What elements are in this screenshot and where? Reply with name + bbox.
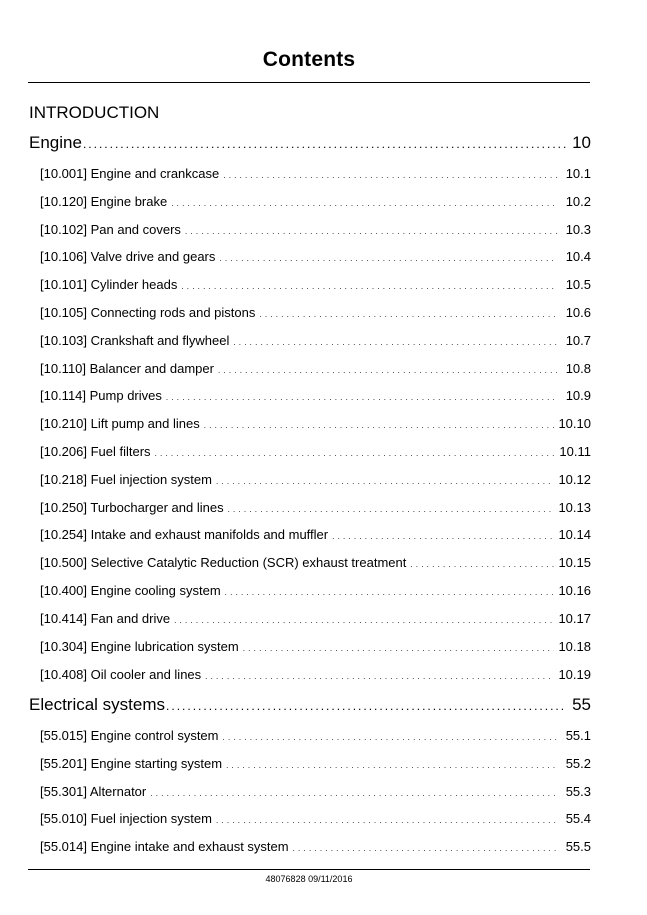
entry-label: [55.010] Fuel injection system [40,811,212,826]
entry-label: [10.102] Pan and covers [40,222,181,237]
entry-page: 55.4 [565,811,591,826]
entry-label: [10.400] Engine cooling system [40,583,221,598]
footer-doc-id: 48076828 09/11/2016 [265,874,353,884]
entry-page: 55.5 [565,839,591,854]
entry-page: 10.17 [558,611,591,626]
entry-page: 10.13 [558,500,591,515]
leader-dots [233,333,557,348]
leader-dots [219,249,557,264]
toc-entry[interactable] [40,728,591,743]
bottom-divider [28,869,590,870]
leader-dots [185,222,557,237]
entry-label: [55.014] Engine intake and exhaust system [40,839,289,854]
toc-entry[interactable] [40,639,591,654]
leader-dots [150,784,557,799]
leader-dots [171,194,557,209]
toc-entry[interactable] [40,361,591,376]
toc-entry[interactable] [40,333,591,348]
toc-entry[interactable] [40,388,591,403]
toc-entry[interactable] [40,222,591,237]
leader-dots [216,472,554,487]
entry-page: 10.16 [558,583,591,598]
entry-label: [10.106] Valve drive and gears [40,249,216,264]
entry-label: [10.500] Selective Catalytic Reduction (SCR) exhaust treatment [40,555,407,570]
entry-label: [10.103] Crankshaft and flywheel [40,333,230,348]
toc-entry[interactable] [40,611,591,626]
entry-page: 10.18 [558,639,591,654]
leader-dots [293,839,557,854]
toc-section-electrical-systems[interactable] [29,695,591,715]
leader-dots [228,500,555,515]
entry-label: [10.114] Pump drives [40,388,162,403]
leader-dots [204,416,555,431]
entry-page: 10.2 [565,194,591,209]
leader-dots [410,555,554,570]
leader-dots [83,133,566,153]
toc-entry[interactable] [40,166,591,181]
section-title: Engine [29,133,82,152]
entry-label: [10.218] Fuel injection system [40,472,212,487]
entry-label: [10.001] Engine and crankcase [40,166,220,181]
section-page: 10 [572,133,591,152]
leader-dots [216,811,557,826]
entry-label: [10.120] Engine brake [40,194,168,209]
toc-entry[interactable] [40,811,591,826]
entry-page: 10.12 [558,472,591,487]
entry-label: [10.105] Connecting rods and pistons [40,305,256,320]
leader-dots [181,277,557,292]
toc-entry[interactable] [40,839,591,854]
entry-page: 10.8 [565,361,591,376]
entry-page: 10.14 [558,527,591,542]
toc-entry[interactable] [40,583,591,598]
leader-dots [174,611,554,626]
entry-page: 55.2 [565,756,591,771]
entry-label: [10.210] Lift pump and lines [40,416,200,431]
toc-entry[interactable] [40,444,591,459]
entry-page: 10.11 [559,444,591,459]
entry-label: [55.301] Alternator [40,784,147,799]
entry-page: 10.9 [565,388,591,403]
entry-label: [55.015] Engine control system [40,728,219,743]
entry-page: 10.15 [558,555,591,570]
entry-page: 55.1 [565,728,591,743]
entry-label: [10.304] Engine lubrication system [40,639,239,654]
leader-dots [155,444,556,459]
toc-entry[interactable] [40,756,591,771]
leader-dots [166,388,557,403]
toc-entry[interactable] [40,472,591,487]
leader-dots [332,527,554,542]
toc-entry[interactable] [40,416,591,431]
entry-page: 10.3 [565,222,591,237]
leader-dots [259,305,557,320]
leader-dots [205,667,554,682]
page-title: Contents [262,48,356,71]
section-title: Electrical systems [29,695,166,714]
toc-entry[interactable] [40,500,591,515]
entry-page: 10.6 [565,305,591,320]
entry-page: 10.1 [565,166,591,181]
toc-entry[interactable] [40,667,591,682]
entry-page: 10.5 [565,277,591,292]
leader-dots [226,756,557,771]
entry-page: 10.4 [565,249,591,264]
entry-label: [55.201] Engine starting system [40,756,223,771]
entry-label: [10.408] Oil cooler and lines [40,667,202,682]
toc-entry[interactable] [40,555,591,570]
leader-dots [223,728,558,743]
top-divider [28,82,590,83]
entry-label: [10.254] Intake and exhaust manifolds and muffler [40,527,329,542]
entry-page: 10.7 [565,333,591,348]
toc-entry[interactable] [40,784,591,799]
leader-dots [225,583,555,598]
entry-label: [10.414] Fan and drive [40,611,171,626]
section-page: 55 [572,695,591,714]
toc-entry[interactable] [40,194,591,209]
leader-dots [243,639,555,654]
entry-label: [10.110] Balancer and damper [40,361,214,376]
entry-label: [10.206] Fuel filters [40,444,151,459]
leader-dots [223,166,557,181]
leader-dots [218,361,557,376]
introduction-heading[interactable]: INTRODUCTION [29,103,160,122]
toc-entry[interactable] [40,527,591,542]
toc-section-engine[interactable] [29,133,591,153]
entry-page: 55.3 [565,784,591,799]
toc-entry[interactable] [40,277,591,292]
entry-label: [10.250] Turbocharger and lines [40,500,224,515]
toc-entry[interactable] [40,305,591,320]
entry-page: 10.10 [558,416,591,431]
entry-page: 10.19 [558,667,591,682]
leader-dots [166,695,566,715]
entry-label: [10.101] Cylinder heads [40,277,178,292]
toc-entry[interactable] [40,249,591,264]
